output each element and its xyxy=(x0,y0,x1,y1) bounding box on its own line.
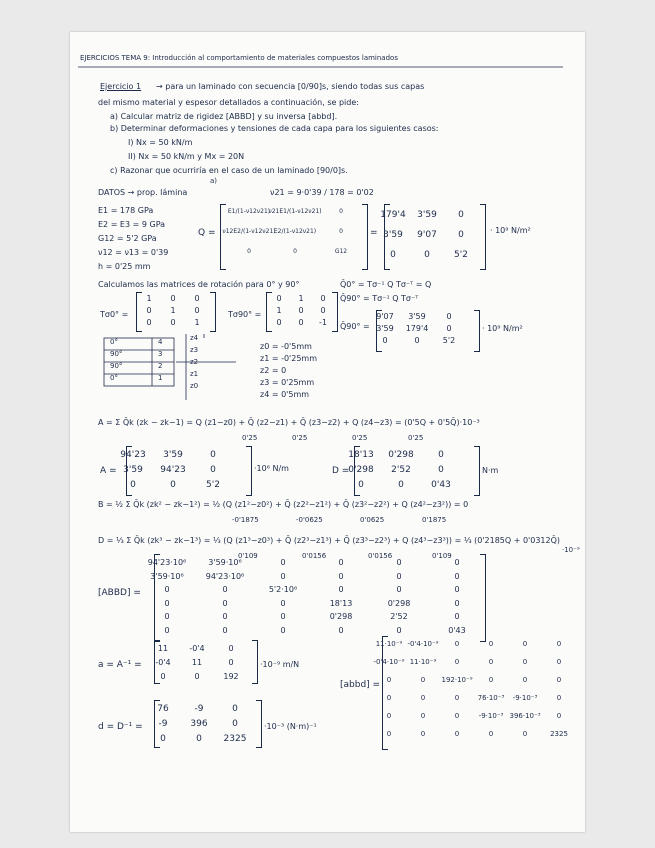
a-unit: ·10⁶ N/m xyxy=(254,464,289,473)
matrix-cell: 0 xyxy=(196,734,202,744)
layer-angle: 0° xyxy=(110,338,118,346)
matrix-cell: 0 xyxy=(280,612,286,621)
t0-label: Tσ0° = xyxy=(100,310,129,319)
inv-a-bracket-right xyxy=(252,640,258,684)
d-bracket-right xyxy=(474,446,480,496)
matrix-cell: 0 xyxy=(454,730,460,738)
matrix-cell: 11 xyxy=(191,658,203,667)
matrix-cell: 0 xyxy=(170,480,176,490)
nu21-equation: ν21 = 9·0'39 / 178 = 0'02 xyxy=(270,188,374,197)
matrix-cell: 0 xyxy=(488,730,494,738)
z-coordinate: z2 = 0 xyxy=(260,366,287,375)
matrix-cell: 0 xyxy=(438,465,444,475)
matrix-cell: 2325 xyxy=(550,730,568,738)
layer-index: 4 xyxy=(158,338,163,346)
matrix-cell: 0 xyxy=(386,676,392,684)
matrix-cell: -0'4·10⁻⁹ xyxy=(407,640,439,648)
a-matrix-label: A = xyxy=(100,466,117,476)
inv-a-unit: ·10⁻⁹ m/N xyxy=(260,660,300,669)
matrix-cell: 0 xyxy=(522,676,528,684)
z-label: z0 xyxy=(190,382,199,390)
matrix-cell: 11·10⁻⁹ xyxy=(409,658,437,666)
matrix-cell: 0 xyxy=(232,704,238,714)
inv-a-label: a = A⁻¹ = xyxy=(98,660,142,670)
underbrace-value: -0'0625 xyxy=(296,516,323,524)
q-unit: · 10⁹ N/m² xyxy=(490,226,531,235)
matrix-cell: 0 xyxy=(396,571,402,581)
matrix-cell: 0 xyxy=(398,480,404,490)
matrix-cell: 3'59·10⁶ xyxy=(208,558,242,567)
matrix-cell: 0 xyxy=(458,230,464,240)
matrix-cell: 3'59·10⁶ xyxy=(150,571,184,581)
matrix-cell: 0 xyxy=(488,640,494,648)
a-bracket-right xyxy=(246,446,252,496)
matrix-cell: 1 xyxy=(276,306,282,315)
matrix-cell: 3'59 xyxy=(383,230,403,240)
matrix-cell: -9·10⁻³ xyxy=(512,694,538,702)
matrix-cell: -9 xyxy=(158,719,168,729)
matrix-cell: 0 xyxy=(130,480,136,490)
matrix-cell: 179'4 xyxy=(405,324,429,333)
underbrace-value: 0'0156 xyxy=(368,552,393,560)
matrix-cell: 0 xyxy=(298,318,304,327)
matrix-cell: 0 xyxy=(396,585,402,594)
z-label: z2 xyxy=(190,358,199,366)
matrix-cell: 0 xyxy=(232,719,238,729)
matrix-cell: 0 xyxy=(458,210,464,220)
matrix-cell: 396·10⁻³ xyxy=(509,712,541,720)
matrix-cell: 396 xyxy=(190,719,208,729)
matrix-cell: 94'23·10⁶ xyxy=(205,571,245,581)
t90-label: Tσ90° = xyxy=(228,310,262,319)
z-coordinate: z1 = -0'25mm xyxy=(260,354,318,363)
matrix-cell: 0 xyxy=(247,248,251,255)
task-b: b) Determinar deformaciones y tensiones de cada capa para los siguientes casos: xyxy=(110,124,439,133)
title-underline xyxy=(78,66,578,70)
matrix-cell: ν12E2/(1-ν12ν21) xyxy=(222,228,276,235)
z-label: z4 xyxy=(190,334,199,342)
matrix-cell: 0 xyxy=(170,318,176,327)
q90-bracket-right xyxy=(474,310,480,352)
matrix-cell: 0 xyxy=(424,250,430,260)
matrix-cell: 1 xyxy=(146,294,152,303)
exercise-intro-2: del mismo material y espesor detallados a continuación, se pide: xyxy=(98,98,359,107)
matrix-cell: 0 xyxy=(160,734,166,744)
matrix-cell: 0 xyxy=(396,558,402,567)
matrix-cell: 0 xyxy=(420,694,426,702)
matrix-cell: 0'298 xyxy=(388,450,414,460)
q90-unit: · 10⁹ N/m² xyxy=(482,324,523,333)
matrix-cell: 0 xyxy=(280,598,286,608)
matrix-cell: 0 xyxy=(338,585,344,594)
matrix-cell: 5'2 xyxy=(454,250,468,260)
matrix-cell: 0 xyxy=(438,450,444,460)
matrix-cell: 76 xyxy=(157,704,169,714)
matrix-cell: 0 xyxy=(454,640,460,648)
matrix-cell: 0 xyxy=(556,676,562,684)
matrix-cell: 11·10⁻⁹ xyxy=(375,640,403,648)
matrix-cell: -9 xyxy=(194,704,204,714)
matrix-cell: 0 xyxy=(420,730,426,738)
matrix-cell: 0 xyxy=(338,558,344,567)
underbrace-value: 0'1875 xyxy=(422,516,447,524)
matrix-cell: 0 xyxy=(222,625,228,635)
matrix-cell: 0 xyxy=(320,306,326,315)
matrix-cell: 0 xyxy=(446,312,452,321)
q-values-bracket-right xyxy=(480,204,486,270)
matrix-cell: 3'59 xyxy=(408,312,426,321)
rotation-heading: Calculamos las matrices de rotación para 0° y 90° xyxy=(98,280,300,289)
layer-angle: 0° xyxy=(110,374,118,382)
matrix-cell: 0 xyxy=(420,676,426,684)
inv-d-unit: ·10⁻³ (N·m)⁻¹ xyxy=(264,722,317,731)
z-coordinate: z0 = -0'5mm xyxy=(260,342,312,351)
matrix-cell: 18'13 xyxy=(329,598,353,608)
matrix-cell: 0 xyxy=(228,644,234,653)
matrix-cell: 179'4 xyxy=(380,210,406,220)
matrix-cell: 0 xyxy=(194,306,200,315)
matrix-cell: 0 xyxy=(386,730,392,738)
exercise-label: Ejercicio 1 xyxy=(100,82,142,91)
task-b-case-2: II) Nx = 50 kN/m y Mx = 20N xyxy=(128,152,245,161)
matrix-cell: 5'2·10⁶ xyxy=(268,585,298,594)
layer-angle: 90° xyxy=(110,362,123,370)
matrix-cell: 11 xyxy=(157,644,169,653)
matrix-cell: 0 xyxy=(276,294,282,303)
inv-d-label: d = D⁻¹ = xyxy=(98,722,143,732)
task-a: a) Calcular matriz de rigidez [ABBD] y su inversa [abbd]. xyxy=(110,112,338,121)
matrix-cell: 5'2 xyxy=(442,336,456,345)
matrix-cell: 3'59 xyxy=(163,450,183,460)
q-label: Q = xyxy=(198,228,216,238)
matrix-cell: 0 xyxy=(454,694,460,702)
matrix-cell: 0 xyxy=(194,294,200,303)
q90-equation: Q̄90° = Tσ⁻¹ Q Tσ⁻ᵀ xyxy=(340,294,419,303)
matrix-cell: 0'43 xyxy=(431,480,451,490)
matrix-cell: 0 xyxy=(339,228,343,235)
e2-value: E2 = E3 = 9 GPa xyxy=(98,220,166,229)
matrix-cell: 0 xyxy=(298,306,304,315)
matrix-cell: 5'2 xyxy=(206,480,220,490)
matrix-cell: 0 xyxy=(164,625,170,635)
d-unit: N·m xyxy=(482,466,499,475)
matrix-cell: 0 xyxy=(339,208,343,215)
matrix-cell: 0 xyxy=(556,658,562,666)
matrix-cell: 0 xyxy=(222,598,228,608)
matrix-cell: 0 xyxy=(382,336,388,345)
matrix-cell: 0 xyxy=(386,694,392,702)
matrix-cell: 94'23·10⁶ xyxy=(147,558,187,567)
matrix-cell: 0'298 xyxy=(387,598,411,608)
underbrace-value: -0'1875 xyxy=(232,516,259,524)
d-formula: D = ⅓ Σ Q̄k (zk³ − zk−1³) = ⅓ (Q (z1³−z0³) + Q̄ (z2³−z1³) + Q̄ (z3³−z2³) + Q (z4³−z3³)) = ⅓ (0'2185Q + 0'0312Q̄) xyxy=(98,536,561,545)
matrix-cell: 0 xyxy=(556,712,562,720)
g12-value: G12 = 5'2 GPa xyxy=(98,234,157,243)
matrix-cell: 0 xyxy=(164,612,170,621)
matrix-cell: 0 xyxy=(454,558,460,567)
matrix-cell: 0 xyxy=(170,294,176,303)
z-label: z3 xyxy=(190,346,199,354)
matrix-cell: G12 xyxy=(334,248,348,255)
d-formula-tail: ·10⁻⁹ xyxy=(562,546,580,554)
matrix-cell: 0 xyxy=(488,676,494,684)
task-c: c) Razonar que ocurriría en el caso de un laminado [90/0]s. xyxy=(110,166,348,175)
matrix-cell: 18'13 xyxy=(348,450,374,460)
matrix-cell: 0 xyxy=(164,585,170,594)
exercise-intro: → para un laminado con secuencia [0/90]s, siendo todas sus capas xyxy=(156,82,425,91)
b-formula: B = ½ Σ Q̄k (zk² − zk−1²) = ½ (Q (z1²−z0²) + Q̄ (z2²−z1²) + Q̄ (z3²−z2²) + Q (z4²−z3²)) = 0 xyxy=(98,500,469,509)
d-matrix-label: D = xyxy=(332,466,350,476)
matrix-cell: -0'4 xyxy=(155,658,171,667)
matrix-cell: 0 xyxy=(454,658,460,666)
matrix-cell: 0 xyxy=(210,465,216,475)
matrix-cell: -0'4·10⁻⁹ xyxy=(373,658,405,666)
datos-header: DATOS → prop. lámina xyxy=(98,188,188,197)
matrix-cell: 0 xyxy=(396,625,402,635)
matrix-cell: 0 xyxy=(280,625,286,635)
matrix-cell: 94'23 xyxy=(120,450,146,460)
matrix-cell: 0 xyxy=(222,612,228,621)
z-coordinate: z4 = 0'5mm xyxy=(260,390,310,399)
matrix-cell: 0 xyxy=(454,585,460,594)
matrix-cell: 0 xyxy=(358,480,364,490)
matrix-cell: E2/(1-ν12ν21) xyxy=(273,228,317,235)
matrix-cell: 1 xyxy=(194,318,200,327)
matrix-cell: -9·10⁻³ xyxy=(478,712,504,720)
matrix-cell: 0 xyxy=(556,640,562,648)
matrix-cell: 0 xyxy=(522,658,528,666)
matrix-cell: 9'07 xyxy=(376,312,394,321)
matrix-cell: 0 xyxy=(210,450,216,460)
underbrace-value: 0'0625 xyxy=(360,516,385,524)
matrix-cell: 3'59 xyxy=(417,210,437,220)
matrix-cell: 1 xyxy=(170,306,176,315)
matrix-cell: 0 xyxy=(386,712,392,720)
matrix-cell: 0 xyxy=(454,712,460,720)
q0-equation: Q̄0° = Tσ⁻¹ Q Tσ⁻ᵀ = Q xyxy=(340,280,432,289)
a-underbrace-3: 0'25 xyxy=(352,434,368,442)
matrix-cell: 192·10⁻⁹ xyxy=(441,676,473,684)
task-b-case-1: I) Nx = 50 kN/m xyxy=(128,138,193,147)
q90-label: Q̄90° = xyxy=(340,322,370,331)
matrix-cell: 0 xyxy=(222,585,228,594)
matrix-cell: 0 xyxy=(146,306,152,315)
matrix-cell: 1 xyxy=(298,294,304,303)
matrix-cell: ν21E1/(1-ν12ν21) xyxy=(268,208,322,215)
abbd-label: [ABBD] = xyxy=(98,588,141,598)
matrix-cell: 0'298 xyxy=(348,465,374,475)
matrix-cell: 0 xyxy=(454,612,460,621)
matrix-cell: 0 xyxy=(228,658,234,667)
underbrace-value: 0'109 xyxy=(432,552,452,560)
matrix-cell: 0 xyxy=(194,672,200,681)
matrix-cell: 0 xyxy=(556,694,562,702)
underbrace-value: 0'0156 xyxy=(302,552,327,560)
inv-d-bracket-right xyxy=(256,700,262,748)
matrix-cell: 0 xyxy=(420,712,426,720)
matrix-cell: 0'43 xyxy=(448,625,466,635)
notebook-page: EJERCICIOS TEMA 9: Introducción al comportamiento de materiales compuestos laminados Ejercicio 1 → para un laminado con secuencia [0/90]s, siendo todas sus capas del mismo material y espesor detallados a continuación, se pide: a) Calcular matriz de rigidez [ABBD] y su inversa [abbd]. b) Determinar deformaciones y tensiones de cada capa para los siguientes casos: I) Nx = 50 kN/m II) Nx = 50 kN/m y Mx = 20N c) Razonar que ocurriría en el caso de un laminado [90/0]s. a) DATOS → prop. lámina ν21 = 9·0'39 / 178 = 0'02 E1 = 178 GPa E2 = E3 = 9 GPa G12 = 5'2 GPa ν12 = ν13 = 0'39 h = 0'25 mm Q = E1/(1-ν12ν21) ν21E1/(1-ν12ν21) 0 ν12E2/(1-ν12ν21) E2/(1-ν12ν21) 0 0 0 G12 = 179'4 3'59 0 3'59 9'07 0 0 0 5'2 · 10⁹ N/m² Calculamos las matrices de rotación para 0° y 90° Q̄0° = Tσ⁻¹ Q Tσ⁻ᵀ = Q Q̄90° = Tσ⁻¹ Q Tσ⁻ᵀ Tσ0° = 1 0 0 0 1 0 0 0 1 Tσ90° = 0 1 0 1 0 0 0 0 -1 Q̄90° = 9'07 3'59 0 3'59 179'4 0 0 0 5'2 · 10⁹ N/m² 0° 4 90° 3 90° 2 0° 1 z4 z3 z2 z1 z0 z0 = -0'5mm z1 = -0'25mm z2 = 0 z3 = 0'25mm z4 = 0'5mm A = Σ Q̄k (zk − zk−1) = Q (z1−z0) + Q̄ (z2−z1) + Q̄ (z3−z2) + Q (z4−z3) = (0'5Q + 0'5Q̄)·10⁻³ 0'25 0'25 0'25 0'25 A = 94'23 3'59 0 3'59 94'23 0 0 0 5'2 ·10⁶ N/m D = 18'13 0'298 0 0'298 2'52 0 0 0 0'43 N·m B = ½ Σ Q̄k (zk² − zk−1²) = ½ (Q (z1²−z0²) + Q̄ (z2²−z1²) + Q̄ (z3²−z2²) + Q (z4²−z3²)) = 0 -0'1875 -0'0625 0'0625 0'1875 D = ⅓ Σ Q̄k (zk³ − zk−1³) = ⅓ (Q (z1³−z0³) + Q̄ (z2³−z1³) + Q̄ (z3³−z2³) + Q (z4³−z3³)) = ⅓ (0'2185Q + 0'0312Q̄) 0'109 0'0156 0'0156 0'109 ·10⁻⁹ [ABBD] = 94'23·10⁶ 3'59·10⁶ 0 0 0 0 3'59·10⁶ 94'23·10⁶ 0 0 0 0 0 0 5'2·10⁶ 0 0 0 0 0 0 18'13 0'298 0 0 0 0 0'298 2'52 0 0 0 0 0 0 0'43 a = A⁻¹ = 11 -0'4 0 -0'4 11 0 0 0 192 ·10⁻⁹ m/N d = D⁻¹ = 76 -9 0 -9 396 0 0 0 2325 ·10⁻³ (N·m)⁻¹ [abbd] = 11·10⁻⁹ -0'4·10⁻⁹ 0 0 0 0 -0'4·10⁻⁹ 11·10⁻⁹ 0 0 0 0 0 0 192·10⁻⁹ 0 0 0 0 0 0 76·10⁻³ -9·10⁻³ 0 0 0 0 -9·10⁻³ 396·10⁻³ 0 0 0 0 0 0 2325 xyxy=(70,32,585,832)
nu-value: ν12 = ν13 = 0'39 xyxy=(98,248,169,257)
matrix-cell: -0'4 xyxy=(189,644,205,653)
matrix-cell: 2325 xyxy=(223,734,247,744)
matrix-cell: 0 xyxy=(414,336,420,345)
page-title: EJERCICIOS TEMA 9: Introducción al comportamiento de materiales compuestos laminados xyxy=(80,54,398,62)
matrix-cell: 94'23 xyxy=(160,465,186,475)
a-underbrace-2: 0'25 xyxy=(292,434,308,442)
layer-index: 3 xyxy=(158,350,163,358)
matrix-cell: 0 xyxy=(454,571,460,581)
matrix-cell: 0 xyxy=(280,571,286,581)
matrix-cell: 0 xyxy=(446,324,452,333)
matrix-cell: 192 xyxy=(223,672,239,681)
underbrace-value: 0'109 xyxy=(238,552,258,560)
matrix-cell: 0 xyxy=(164,598,170,608)
layer-index: 2 xyxy=(158,362,163,370)
matrix-cell: 0'298 xyxy=(329,612,353,621)
thickness-value: h = 0'25 mm xyxy=(98,262,151,271)
matrix-cell: 0 xyxy=(338,571,344,581)
matrix-cell: 0 xyxy=(280,558,286,567)
matrix-cell: -1 xyxy=(319,318,327,327)
matrix-cell: 0 xyxy=(454,598,460,608)
matrix-cell: 0 xyxy=(522,730,528,738)
matrix-cell: 3'59 xyxy=(123,465,143,475)
matrix-cell: 0 xyxy=(146,318,152,327)
matrix-cell: 0 xyxy=(293,248,297,255)
e1-value: E1 = 178 GPa xyxy=(98,206,154,215)
matrix-cell: 9'07 xyxy=(417,230,437,240)
z-label: z1 xyxy=(190,370,199,378)
matrix-cell: 0 xyxy=(338,625,344,635)
matrix-cell: 0 xyxy=(320,294,326,303)
a-underbrace-1: 0'25 xyxy=(242,434,258,442)
matrix-cell: 3'59 xyxy=(376,324,394,333)
matrix-cell: 0 xyxy=(160,672,166,681)
part-a-label: a) xyxy=(210,177,218,185)
layer-index: 1 xyxy=(158,374,163,382)
a-formula: A = Σ Q̄k (zk − zk−1) = Q (z1−z0) + Q̄ (z2−z1) + Q̄ (z3−z2) + Q (z4−z3) = (0'5Q + 0'5Q̄)·10⁻³ xyxy=(98,418,480,427)
matrix-cell: 0 xyxy=(488,658,494,666)
z-coordinate: z3 = 0'25mm xyxy=(260,378,315,387)
abbd-inv-label: [abbd] = xyxy=(340,680,381,690)
matrix-cell: 76·10⁻³ xyxy=(477,694,505,702)
laminate-stack-diagram xyxy=(96,334,246,414)
matrix-cell: 2'52 xyxy=(391,465,411,475)
matrix-cell: 0 xyxy=(522,640,528,648)
matrix-cell: E1/(1-ν12ν21) xyxy=(227,208,271,215)
matrix-cell: 0 xyxy=(276,318,282,327)
a-underbrace-4: 0'25 xyxy=(408,434,424,442)
layer-angle: 90° xyxy=(110,350,123,358)
matrix-cell: 0 xyxy=(390,250,396,260)
matrix-cell: 2'52 xyxy=(390,612,408,621)
